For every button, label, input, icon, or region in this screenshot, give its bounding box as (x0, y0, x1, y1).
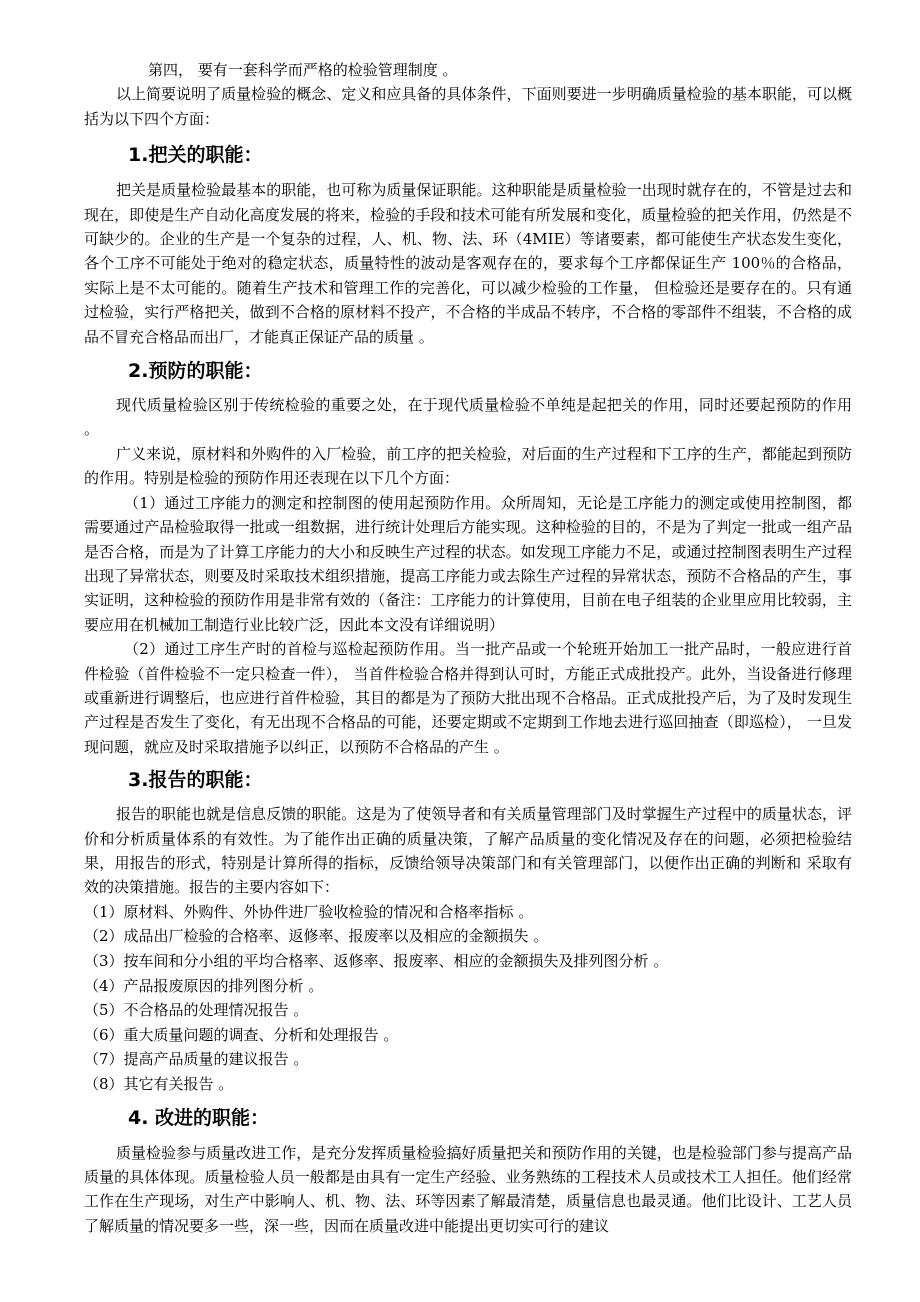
report-list-item: （7）提高产品质量的建议报告 。 (84, 1050, 309, 1069)
report-list-item: （8）其它有关报告 。 (84, 1074, 234, 1093)
document-page (84, 58, 852, 1238)
report-list-item: （4）产品报废原因的排列图分析 。 (84, 976, 324, 995)
section-2-paragraph-4: （2）通过工序生产时的首检与巡检起预防作用。当一批产品或一个轮班开始加工一批产品时，一般应进行首件检验（首件检验不一定只检查一件）， 当首件检验合格并得到认可时，方能正式成批投产。此外，当设备进行修理或重新进行调整后，也应进行首件检验，其目的都是为了预防大批出现不合格品。正式成批投产后，为了及时发现生产过程是否发生了变化，有无出现不合格品的可能，还要定期或不定期到工作地去进行巡回抽查（即巡检）， 一旦发现问题，就应及时采取措施予以纠正，以预防不合格品的产生 。 (84, 640, 852, 756)
section-2-paragraph-3: （1）通过工序能力的测定和控制图的使用起预防作用。众所周知，无论是工序能力的测定或使用控制图，都需要通过产品检验取得一批或一组数据，进行统计处理后方能实现。这种检验的目的，不是为了判定一批或一组产品是否合格，而是为了计算工序能力的大小和反映生产过程的状态。如发现工序能力不足，或通过控制图表明生产过程出现了异常状态，则要及时采取技术组织措施，提高工序能力或去除生产过程的异常状态，预防不合格品的产生，事实证明，这种检验的预防作用是非常有效的（备注：工序能力的计算使用，目前在电子组装的企业里应用比较弱，主要应用在机械加工制造行业比较广泛，因此本文没有详细说明） (84, 493, 852, 634)
section-2-paragraph-2: 广义来说，原材料和外购件的入厂检验，前工序的把关检验，对后面的生产过程和下工序的生产，都能起到预防的作用。特别是检验的预防作用还表现在以下几个方面： (84, 444, 852, 488)
section-4-heading: 4. 改进的职能： (128, 1106, 270, 1129)
report-list-item: （5）不合格品的处理情况报告 。 (84, 1001, 309, 1020)
section-2-heading: 2.预防的职能： (128, 360, 263, 383)
section-1-paragraph: 把关是质量检验最基本的职能，也可称为质量保证职能。这种职能是质量检验一出现时就存在的，不管是过去和现在，即使是生产自动化高度发展的将来，检验的手段和技术可能有所发展和变化，质量检验的把关作用，仍然是不可缺少的。企业的生产是一个复杂的过程，人、机、物、法、环（4MIE）等诸要素，都可能使生产状态发生变化，各个工序不可能处于绝对的稳定状态，质量特性的波动是客观存在的，要求每个工序都保证生产 100％的合格品，实际上是不太可能的。随着生产技术和管理工作的完善化，可以减少检验的工作量， 但检验还是要存在的。只有通过检验，实行严格把关，做到不合格的原材料不投产，不合格的半成品不转序，不合格的零部件不组装，不合格的成品不冒充合格品而出厂，才能真正保证产品的质量 。 (84, 181, 852, 346)
intro-line-1: 第四， 要有一套科学而严格的检验管理制度 。 (148, 61, 458, 79)
section-1-heading: 1.把关的职能： (128, 144, 263, 167)
intro-line-2: 以上简要说明了质量检验的概念、定义和应具备的具体条件，下面则要进一步明确质量检验的基本职能，可以概括为以下四个方面： (84, 85, 852, 128)
section-2-paragraph-1: 现代质量检验区别于传统检验的重要之处，在于现代质量检验不单纯是起把关的作用，同时还要起预防的作用 。 (84, 396, 852, 439)
section-4-paragraph: 质量检验参与质量改进工作，是充分发挥质量检验搞好质量把关和预防作用的关键，也是检验部门参与提高产品质量的具体体现。质量检验人员一般都是由具有一定生产经验、业务熟练的工程技术人员或技术工人担任。他们经常工作在生产现场，对生产中影响人、机、物、法、环等因素了解最清楚，质量信息也最灵通。他们比设计、工艺人员了解质量的情况要多一些，深一些，因而在质量改进中能提出更切实可行的建议 (84, 1143, 852, 1235)
report-list-item: （2）成品出厂检验的合格率、返修率、报废率以及相应的金额损失 。 (84, 927, 549, 946)
report-list-item: （3）按车间和分小组的平均合格率、返修率、报废率、相应的金额损失及排列图分析 。 (84, 951, 669, 970)
report-list-item: （6）重大质量问题的调查、分析和处理报告 。 (84, 1025, 399, 1044)
section-3-paragraph: 报告的职能也就是信息反馈的职能。这是为了使领导者和有关质量管理部门及时掌握生产过程中的质量状态，评价和分析质量体系的有效性。为了能作出正确的质量决策，了解产品质量的变化情况及存在的问题，必须把检验结果，用报告的形式，特别是计算所得的指标，反馈给领导决策部门和有关管理部门，以便作出正确的判断和 采取有效的决策措施。报告的主要内容如下： (84, 805, 852, 897)
report-list-item: （1）原材料、外购件、外协件进厂验收检验的情况和合格率指标 。 (84, 902, 534, 921)
section-3-heading: 3.报告的职能： (128, 769, 263, 792)
